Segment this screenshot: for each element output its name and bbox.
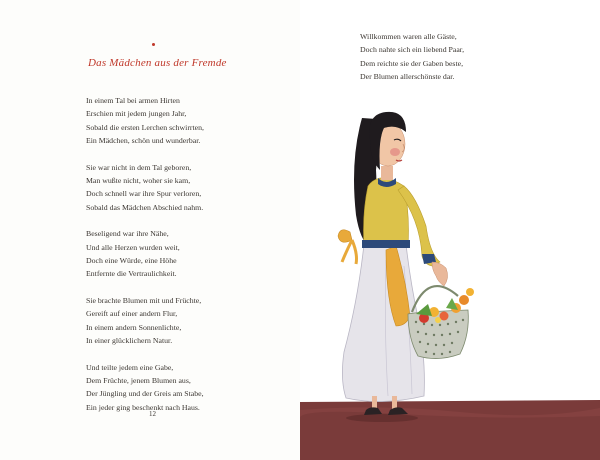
right-stanza bbox=[360, 30, 464, 84]
poem-line: Sobald die ersten Lerchen schwirrten, bbox=[86, 122, 204, 132]
poem-line: Man wußte nicht, woher sie kam, bbox=[86, 176, 191, 186]
poem-line: Sie brachte Blumen mit und Früchte, bbox=[86, 295, 202, 305]
poem-line: Erschien mit jedem jungen Jahr, bbox=[86, 109, 187, 119]
poem-line: Beseligend war ihre Nähe, bbox=[86, 229, 169, 239]
poem-line: Ein jeder ging beschenkt nach Haus. bbox=[86, 402, 200, 412]
poem-line: Gereift auf einer andern Flur, bbox=[86, 309, 178, 319]
poem-line: In einem Tal bei armen Hirten bbox=[86, 96, 180, 105]
waistband bbox=[362, 240, 410, 248]
poem-line: Doch schnell war ihre Spur verloren, bbox=[86, 189, 202, 199]
stanza-5 bbox=[86, 361, 286, 415]
poem-line: Dem Früchte, jenem Blumen aus, bbox=[86, 375, 191, 385]
poem-line: Sie war nicht in dem Tal geboren, bbox=[86, 162, 192, 172]
stanza-4 bbox=[86, 294, 286, 348]
title-ornament bbox=[152, 43, 155, 46]
poem-line: Doch eine Würde, eine Höhe bbox=[86, 256, 177, 266]
hand bbox=[432, 262, 448, 286]
stanza-2 bbox=[86, 161, 286, 215]
poem-line: Und teilte jedem eine Gabe, bbox=[86, 362, 174, 372]
poem-body bbox=[86, 94, 286, 427]
stanza-1 bbox=[86, 94, 286, 148]
poem-line: Dem reichte sie der Gaben beste, bbox=[360, 58, 464, 68]
poem-line: In einer glücklichern Natur. bbox=[86, 336, 173, 346]
girl-shadow bbox=[346, 414, 418, 422]
poem-line: Der Blumen allerschönste dar. bbox=[360, 72, 455, 82]
poem-line: In einem andern Sonnenlichte, bbox=[86, 322, 182, 332]
poem-line: Ein Mädchen, schön und wunderbar. bbox=[86, 136, 201, 146]
neck bbox=[381, 166, 393, 180]
poem-line: Entfernte die Vertraulichkeit. bbox=[86, 269, 177, 279]
poem-title: Das Mädchen aus der Fremde bbox=[88, 57, 227, 69]
poem-line: Sobald das Mädchen Abschied nahm. bbox=[86, 202, 204, 212]
poem-line: Und alle Herzen wurden weit, bbox=[86, 242, 180, 252]
cheek-blush bbox=[390, 148, 400, 156]
poem-line: Willkommen waren alle Gäste, bbox=[360, 32, 457, 41]
stanza-3 bbox=[86, 227, 286, 281]
apron-bow-tail bbox=[342, 240, 357, 264]
poem-line: Doch nahte sich ein liebend Paar, bbox=[360, 45, 465, 55]
poem-line: Der Jüngling und der Greis am Stabe, bbox=[86, 389, 204, 399]
apron-bow bbox=[338, 230, 352, 243]
page-number: 12 bbox=[149, 410, 156, 418]
